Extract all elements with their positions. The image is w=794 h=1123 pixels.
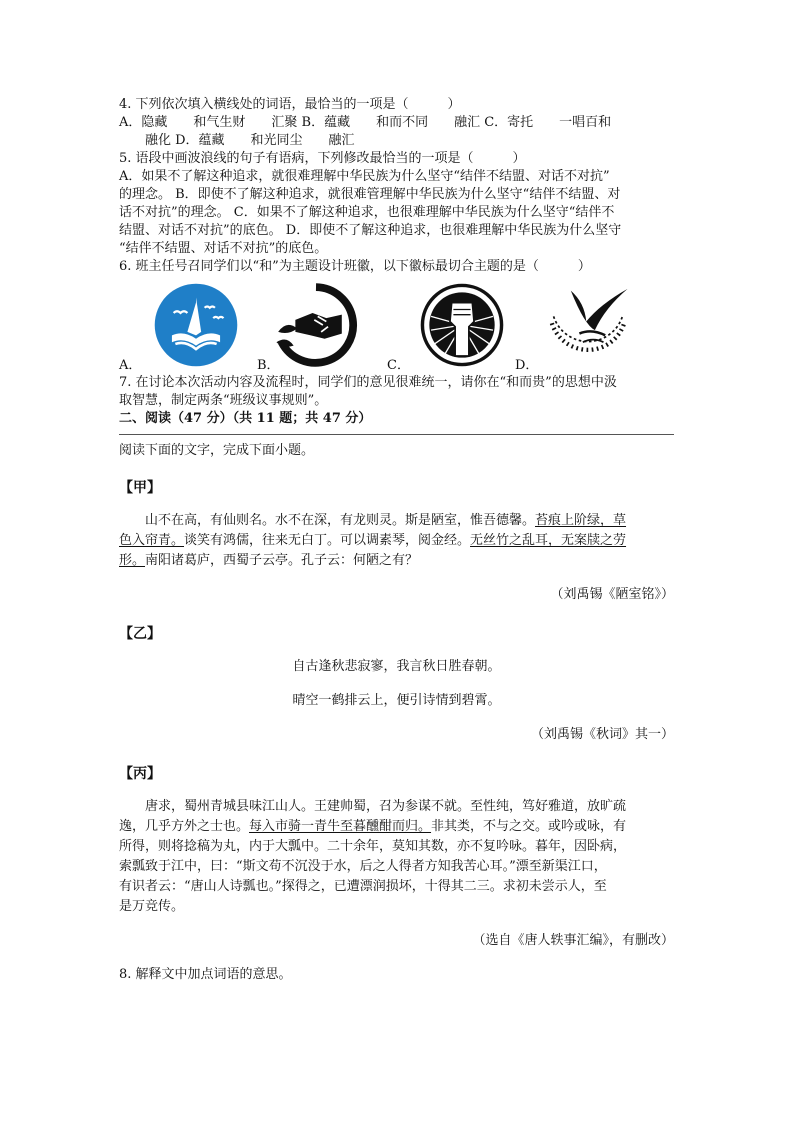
logo-options-row xyxy=(119,282,674,374)
bing-line5: 有识者云：“唐山人诗瓢也。”探得之，已遭漂润损坏，十得其二三。求初未尝示人，至 xyxy=(119,879,607,894)
q5-line5: “结伴不结盟、对话不对抗”的底色。 xyxy=(119,241,328,256)
raised-fist-logo-icon xyxy=(417,282,507,368)
jia-line2: 色入帘青。谈笑有鸿儒，往来无白丁。可以调素琴，阅金经。无丝竹之乱耳，无案牍之劳 xyxy=(119,533,627,548)
bing-line6: 是万竞传。 xyxy=(119,899,185,914)
handshake-logo-icon xyxy=(271,282,361,368)
q5-stem: 5. 语段中画波浪线的句子有语病，下列修改最恰当的一项是（ ） xyxy=(119,151,526,166)
yi-source: （刘禹锡《秋词》其一） xyxy=(530,727,674,742)
bird-logo-icon xyxy=(539,282,637,368)
jia-line1: 山不在高，有仙则名。水不在深，有龙则灵。斯是陋室，惟吾德馨。苔痕上阶绿，草 xyxy=(145,513,627,528)
q7-line1: 7. 在讨论本次活动内容及流程时，同学们的意见很难统一，请你在“和而贵”的思想中汲 xyxy=(119,375,617,390)
option-c-label: C． xyxy=(387,358,410,373)
q6-stem: 6. 班主任号召同学们以“和”为主题设计班徽，以下徽标最切合主题的是（ ） xyxy=(119,259,591,274)
q8-stem: 8. 解释文中加点词语的意思。 xyxy=(119,967,292,982)
passage-jia xyxy=(119,511,674,571)
jia-source: （刘禹锡《陋室铭》） xyxy=(550,587,674,602)
bing-line1: 唐求，蜀州青城县味江山人。王建帅蜀，召为参谋不就。至性纯，笃好雅道，放旷疏 xyxy=(145,799,627,814)
option-d-label: D． xyxy=(515,358,539,373)
bing-source: （选自《唐人轶事汇编》，有删改） xyxy=(472,933,674,948)
passage-yi-label: 【乙】 xyxy=(119,626,161,642)
q5-line3: 话不对抗”的理念。 C．如果不了解这种追求，也很难理解中华民族为什么坚守“结伴不 xyxy=(119,205,615,220)
exam-page xyxy=(119,96,674,985)
q5-line1: A．如果不了解这种追求，就很难理解中华民族为什么坚守“结伴不结盟、对话不对抗” xyxy=(119,169,610,184)
q7-line2: 取智慧，制定两条“班级议事规则”。 xyxy=(119,393,328,408)
bing-line2: 逸，几乎方外之士也。每入市骑一青牛至暮醺酣而归。非其类，不与之交。或吟或咏，有 xyxy=(119,819,627,834)
bing-line3: 所得，则将捻稿为丸，内于大瓢中。二十余年，莫知其数，亦不复吟咏。暮年，因卧病， xyxy=(119,839,627,854)
option-a-label: A． xyxy=(119,358,142,373)
yi-poem-line1: 自古逢秋悲寂寥，我言秋日胜春朝。 xyxy=(292,659,501,674)
yi-poem-line2: 晴空一鹤排云上，便引诗情到碧霄。 xyxy=(292,693,501,708)
passage-jia-label: 【甲】 xyxy=(119,480,161,496)
book-ship-logo-icon xyxy=(151,282,241,368)
q4-options-line2: 融化 D．蕴藏 和光同尘 融汇 xyxy=(145,133,355,148)
jia-line3: 形。南阳诸葛庐，西蜀子云亭。孔子云：何陋之有？ xyxy=(119,553,419,568)
option-b-label: B． xyxy=(257,358,280,373)
q5-line2: 的理念。 B．即使不了解这种追求，就很难管理解中华民族为什么坚守“结伴不结盟、对 xyxy=(119,187,621,202)
passage-bing xyxy=(119,797,674,917)
section-divider xyxy=(119,434,674,435)
section-two-title: 二、阅读（47 分）（共 11 题；共 47 分） xyxy=(119,411,372,426)
q4-stem: 4. 下列依次填入横线处的词语，最恰当的一项是（ ） xyxy=(119,97,461,112)
passage-bing-label: 【丙】 xyxy=(119,766,161,782)
bing-line4: 索瓢致于江中，曰：“斯文苟不沉没于水，后之人得者方知我苦心耳。”漂至新渠江口， xyxy=(119,859,607,874)
reading-intro: 阅读下面的文字，完成下面小题。 xyxy=(119,443,315,458)
q5-line4: 结盟、对话不对抗”的底色。 D．即使不了解这种追求，也很难理解中华民族为什么坚守 xyxy=(119,223,622,238)
q4-options-line1: A．隐藏 和气生财 汇聚 B．蕴藏 和而不同 融汇 C．寄托 一唱百和 xyxy=(119,115,612,130)
